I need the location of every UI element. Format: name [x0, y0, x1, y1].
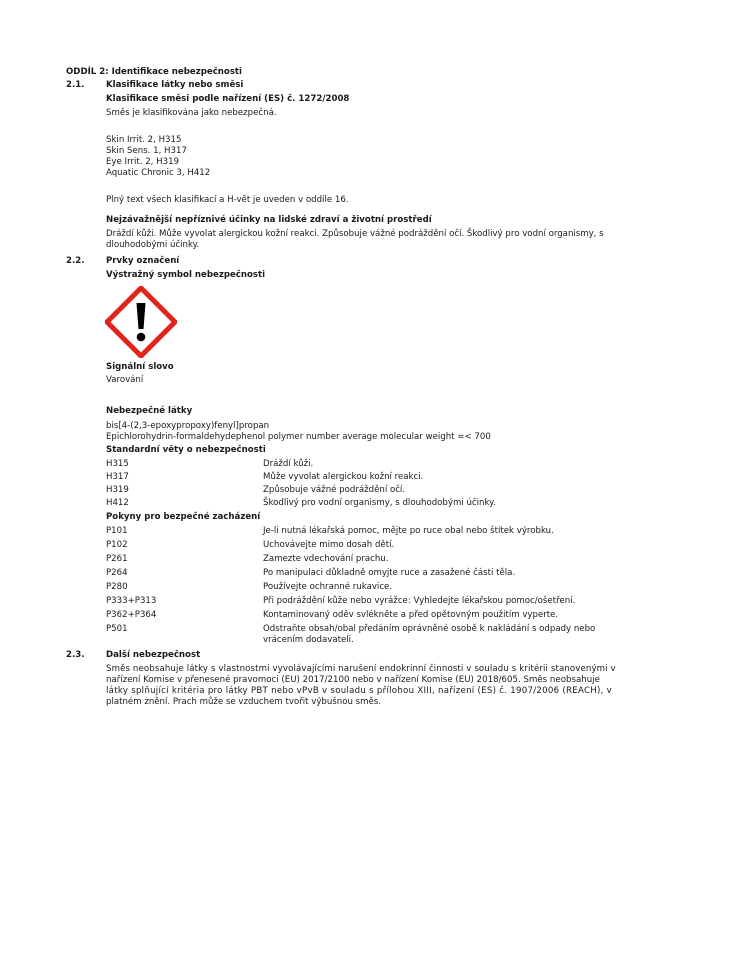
p-text: Kontaminovaný oděv svlékněte a před opětovným použitím vyperte. — [263, 610, 559, 620]
hazardous-substance: Epichlorohydrin-formaldehydephenol polymer number average molecular weight =< 700 — [106, 432, 491, 442]
section-heading-2-1: Klasifikace látky nebo směsi — [106, 80, 244, 90]
h-text: Dráždí kůži. — [263, 459, 314, 469]
p-text: Uchovávejte mimo dosah dětí. — [263, 540, 395, 550]
section-title: ODDÍL 2: Identifikace nebezpečnosti — [66, 67, 242, 77]
p-text-cont: vrácením dodavateli. — [263, 635, 354, 645]
p-text: Odstraňte obsah/obal předáním oprávněné osobě k nakládání s odpady nebo — [263, 624, 596, 634]
p-code: P261 — [106, 554, 128, 564]
hazardous-substances-heading: Nebezpečné látky — [106, 406, 193, 416]
h-code: H315 — [106, 459, 129, 469]
p-text: Je-li nutná lékařská pomoc, mějte po ruce obal nebo štítek výrobku. — [263, 526, 554, 536]
other-hazards-text: platném znění. Prach může se vzduchem tvořit výbušnou směs. — [106, 697, 382, 707]
symbol-heading: Výstražný symbol nebezpečnosti — [106, 270, 266, 280]
signal-word: Varování — [106, 375, 144, 385]
section-number-2-1: 2.1. — [66, 80, 85, 90]
section-number-2-3: 2.3. — [66, 650, 85, 660]
p-code: P280 — [106, 582, 128, 592]
p-code: P362+P364 — [106, 610, 157, 620]
exclamation-mark-icon — [105, 286, 177, 358]
effects-text: Dráždí kůži. Může vyvolat alergickou kožní reakci. Způsobuje vážné podráždění očí. Škodlivý pro vodní organismy, s — [106, 229, 604, 239]
p-text: Používejte ochranné rukavice. — [263, 582, 393, 592]
signal-word-heading: Signální slovo — [106, 362, 174, 372]
p-text: Při podráždění kůže nebo vyrážce: Vyhledejte lékařskou pomoc/ošetření. — [263, 596, 576, 606]
classification-subtitle: Klasifikace směsi podle nařízení (ES) č. 1272/2008 — [106, 94, 350, 104]
section-heading-2-3: Další nebezpečnost — [106, 650, 201, 660]
h-code: H319 — [106, 485, 129, 495]
p-code: P264 — [106, 568, 128, 578]
section-heading-2-2: Prvky označení — [106, 256, 180, 266]
p-code: P333+P313 — [106, 596, 157, 606]
other-hazards-text: Směs neobsahuje látky s vlastnostmi vyvolávajícími narušení endokrinní činnosti v souladu s kritérii stanovenými v — [106, 664, 616, 674]
classified-statement: Směs je klasifikována jako nebezpečná. — [106, 108, 277, 118]
p-code: P102 — [106, 540, 128, 550]
h-text: Způsobuje vážné podráždění očí. — [263, 485, 406, 495]
effects-heading: Nejzávažnější nepříznivé účinky na lidské zdraví a životní prostředí — [106, 215, 432, 225]
h-code: H317 — [106, 472, 129, 482]
p-text: Po manipulaci důkladně omyjte ruce a zasažené části těla. — [263, 568, 516, 578]
classification-item: Skin Irrit. 2, H315 — [106, 135, 182, 145]
h-text: Škodlivý pro vodní organismy, s dlouhodobými účinky. — [263, 498, 496, 508]
p-code: P501 — [106, 624, 128, 634]
hazard-statements-heading: Standardní věty o nebezpečnosti — [106, 445, 266, 455]
p-code: P101 — [106, 526, 128, 536]
precautionary-statements-heading: Pokyny pro bezpečné zacházení — [106, 512, 261, 522]
classification-item: Aquatic Chronic 3, H412 — [106, 168, 211, 178]
p-text: Zamezte vdechování prachu. — [263, 554, 389, 564]
full-text-note: Plný text všech klasifikací a H-vět je uveden v oddíle 16. — [106, 195, 349, 205]
classification-item: Eye Irrit. 2, H319 — [106, 157, 180, 167]
h-code: H412 — [106, 498, 129, 508]
other-hazards-text: látky splňující kritéria pro látky PBT nebo vPvB v souladu s přílohou XIII, nařízení (ES) č. 1907/2006 (REACH), v — [106, 686, 613, 696]
hazardous-substance: bis[4-(2,3-epoxypropoxy)fenyl]propan — [106, 421, 270, 431]
h-text: Může vyvolat alergickou kožní reakci. — [263, 472, 424, 482]
effects-text-cont: dlouhodobými účinky. — [106, 240, 200, 250]
other-hazards-text: nařízení Komise v přenesené pravomoci (EU) 2017/2100 nebo v nařízení Komise (EU) 2018/605. Směs neobsahuje — [106, 675, 600, 685]
classification-item: Skin Sens. 1, H317 — [106, 146, 187, 156]
section-number-2-2: 2.2. — [66, 256, 85, 266]
